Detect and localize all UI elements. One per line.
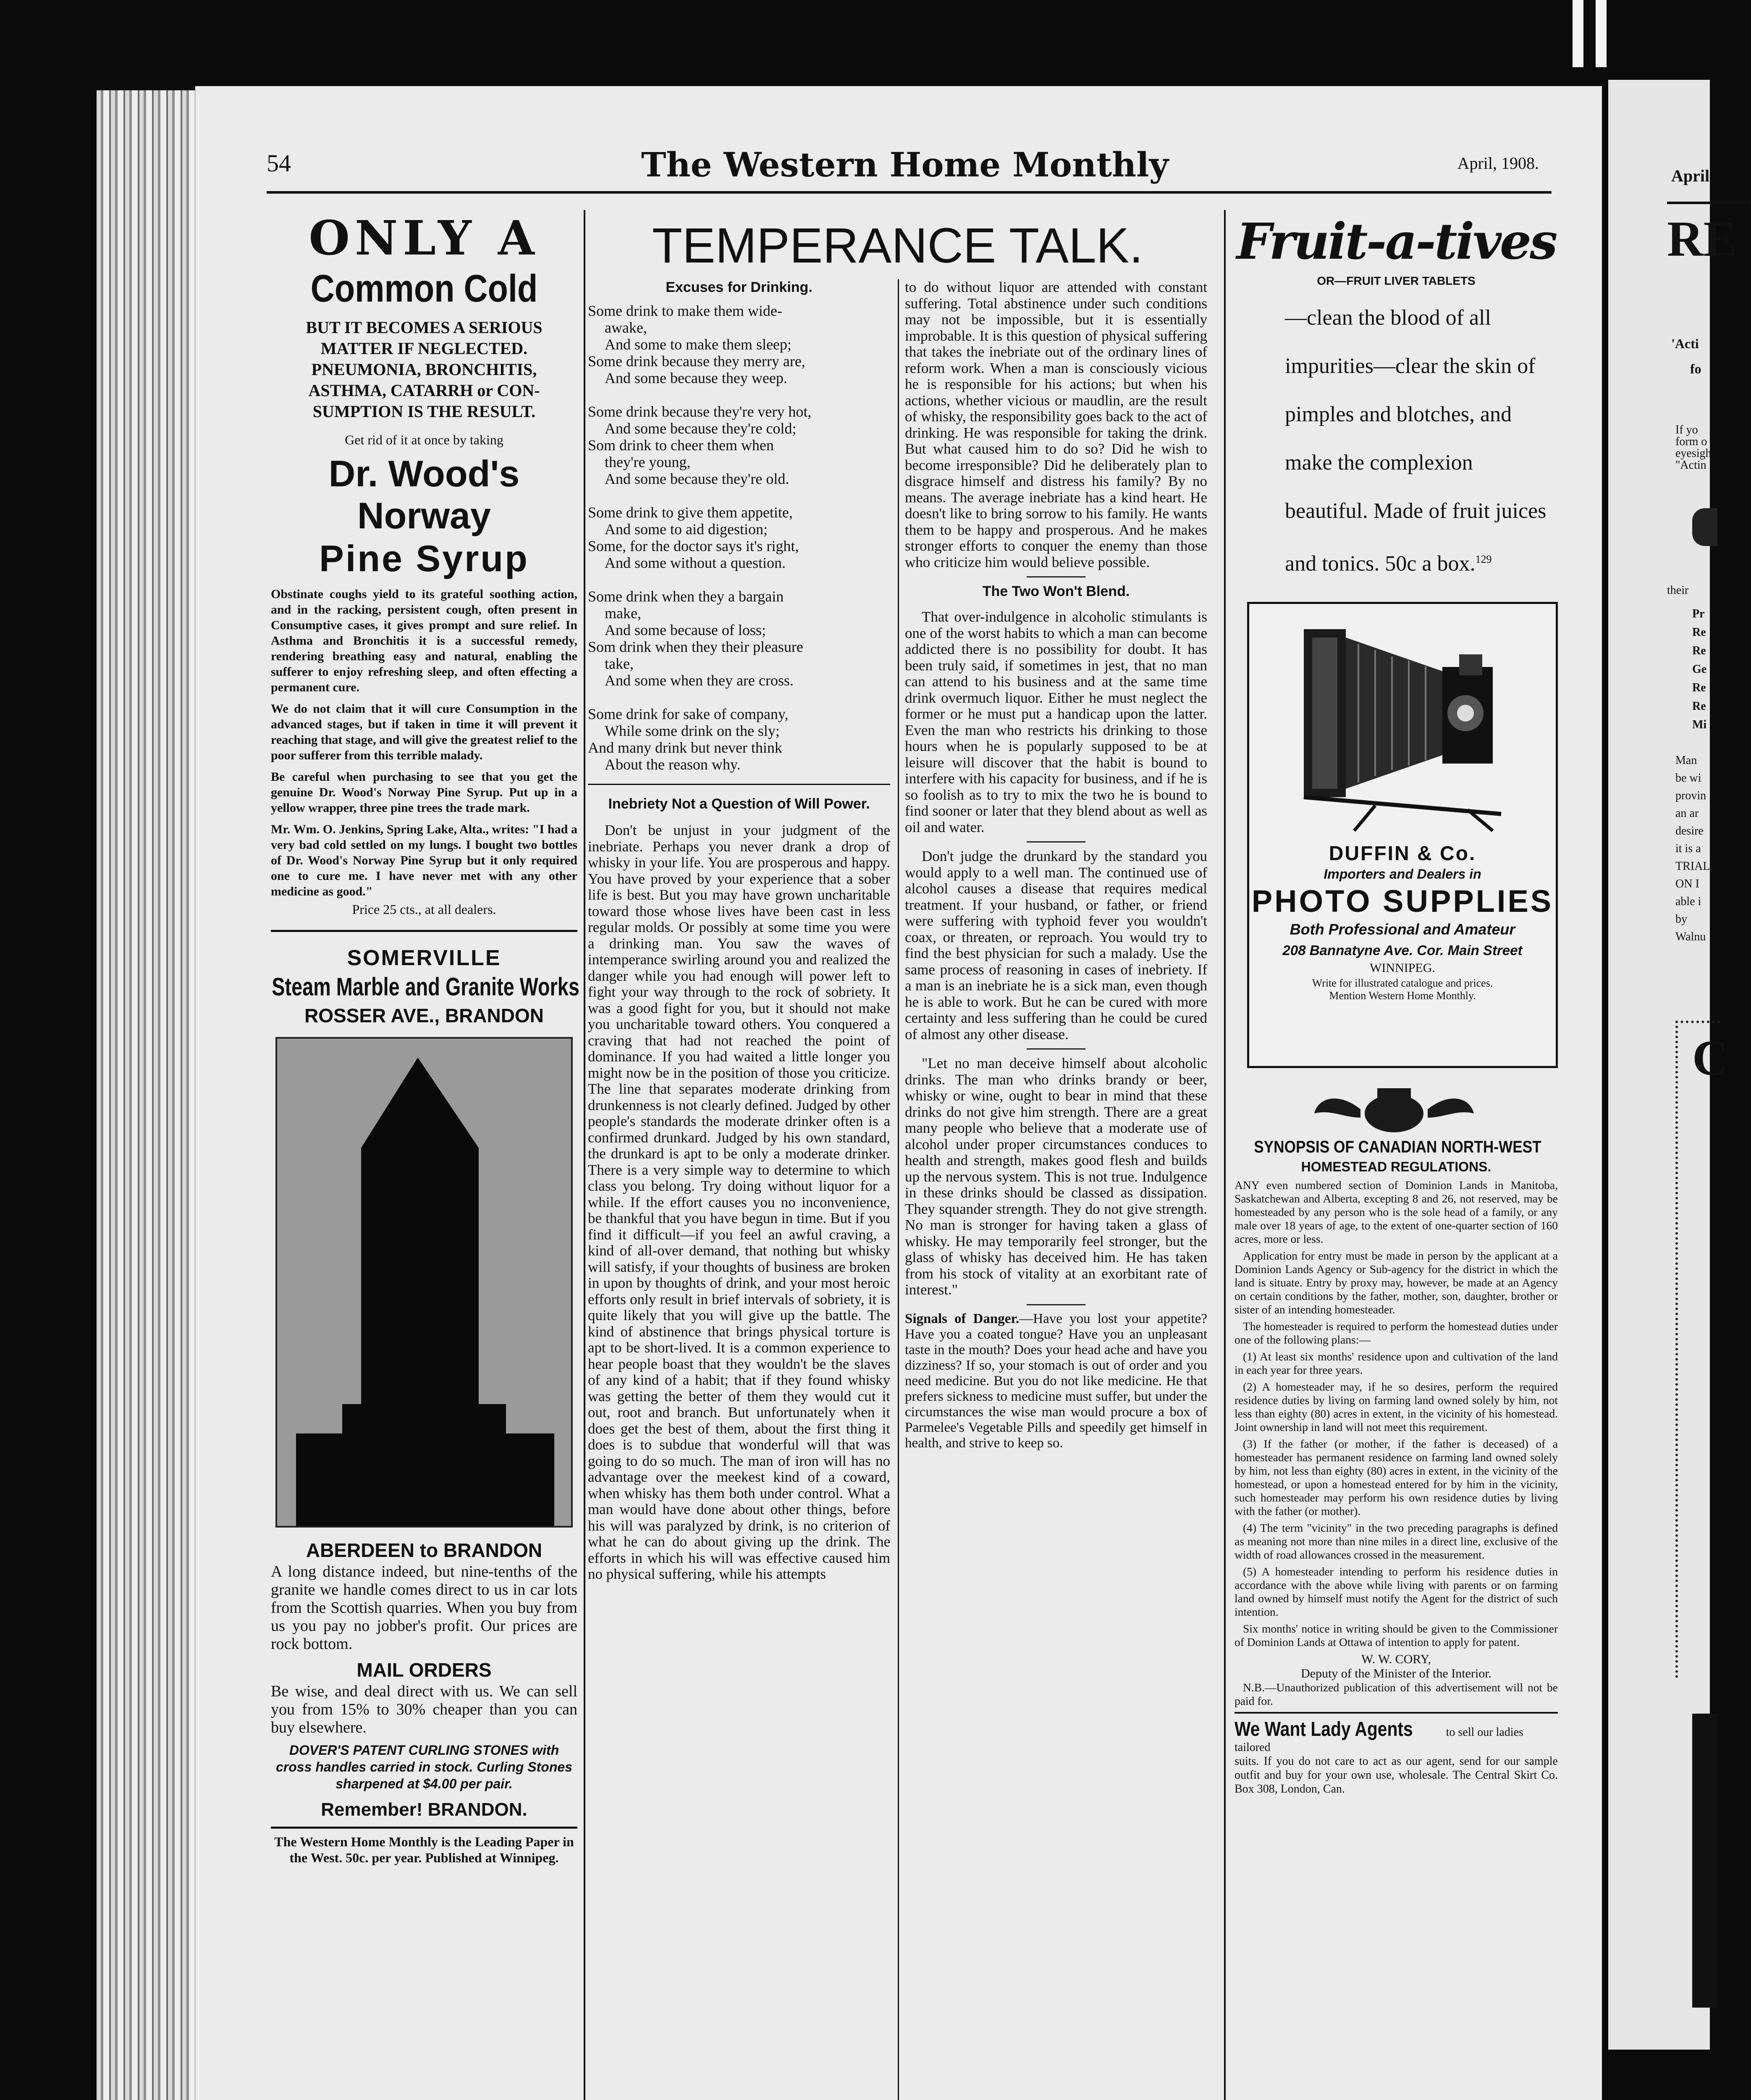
newspaper-page bbox=[195, 86, 1602, 2100]
poem-line: And some because of loss; bbox=[605, 622, 766, 638]
article-text: That over-indulgence in alcoholic stimulants is one of the worst habits to which a man can become addicted there is no possibility for doubt. It has been truly said, if sometimes in jest, that no man can attend to his business and at the same time drink overmuch liquor. Either he must neglect the former or he must put a handicap upon the latter. Even the man who restricts his drinking to those hours when he is popularly supposed to be at leisure will discover that the habit is bound to interfere with his capacity for business, and if he is so foolish as to try to mix the two he is bound to find sooner or later that they blend about as well as oil and water. bbox=[905, 609, 1207, 835]
ad-headline: ONLY A bbox=[309, 211, 540, 266]
fruit-sub: OR—FRUIT LIVER TABLETS bbox=[1317, 274, 1476, 287]
fruit-text bbox=[1235, 294, 1558, 588]
ad-paragraph: Be careful when purchasing to see that you get the genuine Dr. Wood's Norway Pine Syrup. Put up in a yellow wrapper, three pine trees the trade mark. bbox=[271, 770, 577, 815]
lady-agents-ad bbox=[1235, 1718, 1558, 1796]
ad-curling: DOVER'S PATENT CURLING STONES with cross handles carried in stock. Curling Stones sharpened at $4.00 per pair. bbox=[276, 1743, 572, 1791]
homestead-text: (2) A homesteader may, if he so desires, perform the required residence duties by living on farming land owned solely by him, not less than eighty (80) acres in extent, in the vicinity of his homestead. Joint ownership in land will not meet this requirement. bbox=[1235, 1380, 1558, 1434]
adjacent-lines-2 bbox=[1675, 752, 1710, 946]
homestead-title: SYNOPSIS OF CANADIAN NORTH-WEST bbox=[1254, 1138, 1541, 1157]
homestead-text: Six months' notice in writing should be given to the Commissioner of Dominion Lands at Ottawa of intention to apply for patent. bbox=[1235, 1622, 1558, 1649]
ad-product-3: Pine Syrup bbox=[319, 538, 529, 579]
fruit-copy: —clean the blood of all impurities—clear the skin of pimples and blotches, and make the complexion beautiful. Made of fruit juices and tonics. 50c a box. bbox=[1285, 306, 1547, 576]
adjacent-page-edge bbox=[1608, 80, 1737, 2050]
adjacent-line: If yo bbox=[1675, 423, 1698, 436]
adjacent-line: be wi bbox=[1675, 772, 1701, 785]
scan-artifact-bar bbox=[1596, 0, 1607, 67]
homestead-text: Application for entry must be made in person by the applicant at a Dominion Lands Agency or Sub-agency for the district in which the land is situate. Entry by proxy may, however, be made at an Agency on certain conditions by the father, mother, son, daughter, brother or sister of an intending homesteader. bbox=[1235, 1249, 1558, 1316]
poem-line: And some without a question. bbox=[605, 554, 786, 571]
adjacent-line: eyesigh bbox=[1675, 447, 1712, 460]
ad-address: ROSSER AVE., BRANDON bbox=[304, 1005, 544, 1026]
section-rule bbox=[588, 784, 890, 785]
masthead: The Western Home Monthly bbox=[641, 145, 1169, 184]
header-rule bbox=[267, 191, 1552, 194]
adjacent-text: fo bbox=[1690, 361, 1701, 376]
adjacent-line: provin bbox=[1675, 789, 1706, 802]
adjacent-eye-icon bbox=[1692, 508, 1717, 546]
scan-artifact-bar bbox=[1573, 0, 1583, 67]
monument-photo bbox=[275, 1037, 573, 1528]
adjacent-line: Walnu bbox=[1675, 930, 1706, 943]
section-title: Inebriety Not a Question of Will Power. bbox=[608, 796, 870, 812]
duffin-importers: Importers and Dealers in bbox=[1324, 866, 1481, 882]
signals-paragraph bbox=[905, 1311, 1207, 1451]
adjacent-line: TRIAL bbox=[1675, 860, 1710, 873]
adjacent-text: their bbox=[1667, 584, 1689, 597]
poem-line: Some drink for sake of company, bbox=[588, 706, 789, 722]
adjacent-line: "Actin bbox=[1675, 459, 1706, 472]
adjacent-date: April bbox=[1671, 166, 1710, 185]
poem-line: Som drink when they their pleasure bbox=[588, 638, 803, 655]
poem-line: And some when they are cross. bbox=[605, 672, 794, 689]
poem-line: And some to aid digestion; bbox=[605, 521, 768, 538]
homestead-text: (5) A homesteader intending to perform his residence duties in accordance with the above while living with parents or on farming land owned by himself must notify the Agent for the district of such intention. bbox=[1235, 1565, 1558, 1619]
duffin-city: WINNIPEG. bbox=[1370, 961, 1435, 975]
ad-price: Price 25 cts., at all dealers. bbox=[352, 902, 496, 917]
adjacent-line: Man bbox=[1675, 754, 1697, 767]
duffin-ad bbox=[1247, 602, 1558, 1068]
ad-paragraph: We do not claim that it will cure Consumption in the advanced stages, but if taken in time it will prevent it reaching that stage, and will give the greatest relief to the poor sufferer from this terrible malady. bbox=[271, 702, 577, 762]
poem-line: And some because they're old. bbox=[605, 470, 789, 487]
adjacent-list-item: Ge bbox=[1692, 663, 1707, 676]
homestead-subtitle: HOMESTEAD REGULATIONS. bbox=[1301, 1159, 1491, 1175]
camera-icon bbox=[1249, 604, 1552, 839]
homestead-text: (1) At least six months' residence upon and cultivation of the land in each year for three years. bbox=[1235, 1350, 1558, 1377]
fruit-a-tives-ad bbox=[1235, 212, 1558, 588]
poem-line: awake, bbox=[605, 319, 647, 336]
poem-line: And some because they weep. bbox=[605, 370, 787, 386]
article-text: to do without liquor are attended with constant suffering. Total abstinence under such conditions may not be impossible, but it is essentially improbable. It is this question of physical suffering that takes the inebriate out of the ordinary lines of reform work. When a man is consciously vicious he is responsible for his actions; but when his actions, whether vicious or maudlin, are the result of whisky, the responsibility goes back to the act of drinking. He was responsible for taking the drink. But what caused him to do so? Did he wish to become irresponsible? Did he deliberately plan to disgrace himself and distress his family? By no means. The average inebriate has a kind heart. He doesn't like to bring sorrow to his family. He wants them to be happy and prosperous. And he makes stronger efforts to conquer the enemy than those who criticize him would believe possible. bbox=[905, 279, 1207, 570]
poem-line: they're young, bbox=[605, 454, 691, 470]
marble-works-ad bbox=[271, 945, 577, 1822]
fruit-code: 129 bbox=[1475, 553, 1492, 565]
page-header bbox=[267, 145, 1543, 191]
ad-aberdeen-text: A long distance indeed, but nine-tenths of the granite we handle comes direct to us in car lots from the Scottish quarries. When you buy from us you pay no jobber's profit. Our prices are rock bottom. bbox=[271, 1563, 577, 1653]
adjacent-list-item: Re bbox=[1692, 644, 1706, 657]
duffin-address: 208 Bannatyne Ave. Cor. Main Street bbox=[1282, 942, 1523, 958]
ad-aberdeen: ABERDEEN to BRANDON bbox=[306, 1539, 543, 1561]
adjacent-line: able i bbox=[1675, 895, 1701, 908]
homestead-text: (4) The term "vicinity" in the two preceding paragraphs is defined as meaning not more than nine miles in a direct line, exclusive of the width of road allowances crossed in the measurement. bbox=[1235, 1521, 1558, 1562]
signals-title: Signals of Danger. bbox=[905, 1311, 1020, 1326]
right-ad-column bbox=[1235, 212, 1558, 2100]
footer-note: The Western Home Monthly is the Leading Paper in the West. 50c. per year. Published at Winnipeg. bbox=[274, 1834, 574, 1865]
adjacent-list-item: Pr bbox=[1692, 607, 1705, 620]
poem-line: Som drink to cheer them when bbox=[588, 437, 774, 454]
adjacent-text: 'Acti bbox=[1671, 336, 1699, 351]
monument-icon bbox=[277, 1039, 571, 1526]
poem-line: Some drink to give them appetite, bbox=[588, 504, 793, 521]
ad-divider bbox=[271, 1827, 577, 1829]
poem-line: Some drink because they're very hot, bbox=[588, 403, 812, 420]
ad-paragraph: Obstinate coughs yield to its grateful soothing action, and in the racking, persistent cough, often present in Consumptive cases, it gives prompt and sure relief. In Asthma and Bronchitis it is a successful remedy, rendering breathing easy and natural, enabling the sufferer to enjoy refreshing sleep, and often effecting a permanent cure. bbox=[271, 587, 577, 694]
ad-headline-2: Common Cold bbox=[310, 267, 538, 310]
homestead-sign: W. W. CORY, bbox=[1361, 1652, 1431, 1667]
adjacent-list bbox=[1692, 605, 1706, 734]
poem-line: take, bbox=[605, 655, 634, 672]
poem-line: Some drink because they merry are, bbox=[588, 353, 805, 370]
poem-title: Excuses for Drinking. bbox=[666, 279, 813, 295]
adjacent-lines bbox=[1675, 424, 1712, 471]
adjacent-line: ON I bbox=[1675, 877, 1699, 890]
poem-line: About the reason why. bbox=[605, 756, 741, 773]
lady-tail: to sell our ladies tailored bbox=[1235, 1726, 1523, 1754]
lady-text: suits. If you do not care to act as our agent, send for our sample outfit and buy for your own use, wholesale. The Central Skirt Co. Box 308, London, Can. bbox=[1235, 1755, 1558, 1796]
poem-line: And many drink but never think bbox=[588, 739, 782, 756]
signals-text: —Have you lost your appetite? Have you a coated tongue? Have you an unpleasant taste in the mouth? Does your head ache and have you dizziness? If so, your stomach is out of order and you need medicine. But you do not like medicine. He that prefers sickness to medicine must suffer, but under the circumstances the wise man would procure a box of Parmelee's Vegetable Pills and speedily get himself in health, and strive to keep so. bbox=[905, 1311, 1208, 1451]
page-number: 54 bbox=[267, 150, 291, 177]
adjacent-heading: RE bbox=[1667, 211, 1737, 267]
poem-line: Some drink to make them wide- bbox=[588, 302, 782, 319]
left-ad-column bbox=[271, 212, 577, 2100]
temperance-column bbox=[588, 216, 1207, 2100]
homestead-text: ANY even numbered section of Dominion Lands in Manitoba, Saskatchewan and Alberta, excepting 8 and 26, not reserved, may be homesteaded by any person who is the sole head of a family, or any male over 18 years of age, to the extent of one-quarter section of 160 acres, more or less. bbox=[1235, 1179, 1558, 1246]
homestead-deputy: Deputy of the Minister of the Interior. bbox=[1300, 1667, 1492, 1681]
adjacent-dotted-border bbox=[1675, 1021, 1720, 1678]
ad-divider bbox=[1235, 1712, 1558, 1714]
adjacent-line: it is a bbox=[1675, 842, 1701, 855]
adjacent-heading: C bbox=[1692, 1030, 1729, 1086]
duffin-pro: Both Professional and Amateur bbox=[1290, 921, 1515, 938]
ad-name-1: SOMERVILLE bbox=[347, 946, 501, 970]
duffin-write: Write for illustrated catalogue and prices. bbox=[1312, 977, 1493, 990]
section-title: The Two Won't Blend. bbox=[982, 583, 1130, 599]
poem-line: And some because they're cold; bbox=[605, 420, 797, 437]
ad-mail-text: Be wise, and deal direct with us. We can sell you from 15% to 30% cheaper than you can buy elsewhere. bbox=[271, 1683, 577, 1736]
adjacent-list-item: Re bbox=[1692, 700, 1706, 713]
poem-line: make, bbox=[605, 605, 641, 622]
poem-line: Some, for the doctor says it's right, bbox=[588, 538, 799, 554]
fruit-brand: Fruit-a-tives bbox=[1236, 212, 1556, 270]
ad-mail-orders: MAIL ORDERS bbox=[356, 1659, 492, 1681]
duffin-mention: Mention Western Home Monthly. bbox=[1329, 990, 1476, 1002]
homestead-nb: N.B.—Unauthorized publication of this advertisement will not be paid for. bbox=[1235, 1681, 1558, 1708]
article-text: Don't be unjust in your judgment of the inebriate. Perhaps you never drank a drop of whisky in your life. You are prosperous and happy. You have proved by your experience that a sober life is best. But you may have grown uncharitable toward those whose lives have been cast in less regular molds. Or possibly at some time you were a drinking man. You saw the waves of intemperance swirling around you and realized the danger while you had enough will power left to fight your way through to the rock of sobriety. It was a good fight for you, but it should not make you uncharitable toward others. You conquered a craving that had not reached the point of dominance. If you had waited a little longer you might now be in the position of those you criticize. The line that separates moderate drinking from drunkenness is not clearly defined. Judged by other people's standards the moderate drinker often is a confirmed drunkard. Judged by his own standard, the drunkard is apt to be only a moderate drinker. There is a very simple way to determine to which class you belong. Try doing without liquor for a while. If the effort causes you no inconvenience, be thankful that you have begun in time. But if you find it difficult—if you feel an awful craving, a kind of all-over demand, that nothing but whisky will satisfy, if your thoughts of business are broken in upon by thoughts of drink, and your most heroic efforts only result in brief intervals of sobriety, it is quite likely that you will give up the battle. The kind of abstinence that brings physical torture is apt to be short-lived. It is a common experience to hear people boast that they wouldn't be the slaves of any kind of a habit; that if they found whisky was getting the better of them they would cut it out, root and branch. But unfortunately when it does get the best of them, about the first thing it does is to subdue that wonderful will that was going to do so much. The man of iron will has no advantage over the meekest kind of a coward, when whisky has them both under control. What a man would have done about other things, before his will was paralyzed by drink, is no criterion of what he can do about giving up the drink. The efforts in which his will was effective caused him no physical suffering, while his attempts bbox=[588, 822, 890, 1582]
adjacent-list-item: Mi bbox=[1692, 718, 1707, 731]
duffin-photo: PHOTO SUPPLIES bbox=[1251, 884, 1554, 919]
ad-testimonial: Mr. Wm. O. Jenkins, Spring Lake, Alta., writes: "I had a very bad cold settled on my lungs. I bought two bottles of Dr. Wood's Norway Pine Syrup but it only required one to cure me. I have never met with any other medicine as good." bbox=[271, 822, 577, 898]
article-title: TEMPERANCE TALK. bbox=[652, 218, 1143, 273]
section-rule bbox=[1027, 576, 1085, 578]
column-rule bbox=[1224, 210, 1226, 2100]
ad-remember: Remember! BRANDON. bbox=[321, 1799, 527, 1820]
adjacent-line: by bbox=[1675, 913, 1687, 926]
poem-line: While some drink on the sly; bbox=[605, 722, 780, 739]
ad-product-1: Dr. Wood's bbox=[328, 453, 520, 494]
adjacent-line: desire bbox=[1675, 824, 1704, 837]
article-quote: "Let no man deceive himself about alcoholic drinks. The man who drinks brandy or beer, whisky or wine, ought to bear in mind that these drinks do not give him strength. There are a great many people who believe that a moderate use of alcohol under proper circumstances conduces to health and strength, makes good flesh and builds up the nervous system. This is not true. Indulgence in these drinks should be classed as dissipation. They squander strength. They do not give strength. No man is stronger for having taken a glass of whisky. He may temporarily feel stronger, but the glass of whisky has deceived him. He has taken from his stock of vitality at an exorbitant rate of interest." bbox=[905, 1055, 1207, 1298]
ad-product-2: Norway bbox=[357, 495, 491, 536]
poem bbox=[588, 302, 890, 773]
homestead-text: The homesteader is required to perform the homestead duties under one of the following plans:— bbox=[1235, 1320, 1558, 1347]
ad-name-2: Steam Marble and Granite Works bbox=[272, 973, 579, 1001]
duffin-name: DUFFIN & Co. bbox=[1329, 843, 1476, 865]
homestead-notice bbox=[1235, 1084, 1558, 1708]
section-rule bbox=[1027, 841, 1085, 843]
pine-syrup-ad bbox=[271, 212, 577, 917]
poem-line: Some drink when they a bargain bbox=[588, 588, 784, 605]
ad-getrid: Get rid of it at once by taking bbox=[345, 432, 503, 447]
column-rule bbox=[584, 210, 585, 2100]
subcolumn-rule bbox=[898, 279, 899, 2100]
adjacent-rule bbox=[1667, 202, 1751, 204]
ad-warning: BUT IT BECOMES A SERIOUS MATTER IF NEGLECTED. PNEUMONIA, BRONCHITIS, ASTHMA, CATARRH or CON- SUMPTION IS THE RESULT. bbox=[306, 318, 543, 421]
article-text: Don't judge the drunkard by the standard you would apply to a well man. The continued use of alcohol causes a disease that requires medical treatment. If your husband, or father, or friend were suffering with typhoid fever you wouldn't coax, or threaten, or reproach. You would try to find the best physician for such a malady. Use the same process of reasoning in cases of inebriety. If a man is an inebriate he is a sick man, even though he is able to work. But he can be cured with more certainty and less suffering than he could be cured of almost any other disease. bbox=[905, 848, 1207, 1042]
scan-binding-edge bbox=[97, 90, 195, 2100]
article-col-a bbox=[588, 279, 890, 2100]
crest-ornament-icon bbox=[1235, 1084, 1554, 1134]
adjacent-list-item: Re bbox=[1692, 626, 1706, 639]
adjacent-line: form o bbox=[1675, 435, 1707, 448]
adjacent-line: an ar bbox=[1675, 807, 1699, 820]
adjacent-dark-block bbox=[1692, 1714, 1717, 2008]
issue-date: April, 1908. bbox=[1457, 154, 1539, 173]
poem-line: And some to make them sleep; bbox=[605, 336, 792, 353]
homestead-text: (3) If the father (or mother, if the father is deceased) of a homesteader has permanent residence on farming land owned solely by him, not less than eighty (80) acres in extent, in the vicinity of the homestead, or upon a homestead entered for by him in the vicinity, such homesteader may perform his own residence duties by living with the father (or mother). bbox=[1235, 1437, 1558, 1518]
article-col-b bbox=[905, 279, 1207, 2100]
section-rule bbox=[1027, 1304, 1085, 1305]
ad-divider bbox=[271, 930, 577, 932]
lady-headline: We Want Lady Agents bbox=[1235, 1718, 1413, 1741]
section-rule bbox=[1027, 1048, 1085, 1050]
adjacent-list-item: Re bbox=[1692, 681, 1706, 694]
